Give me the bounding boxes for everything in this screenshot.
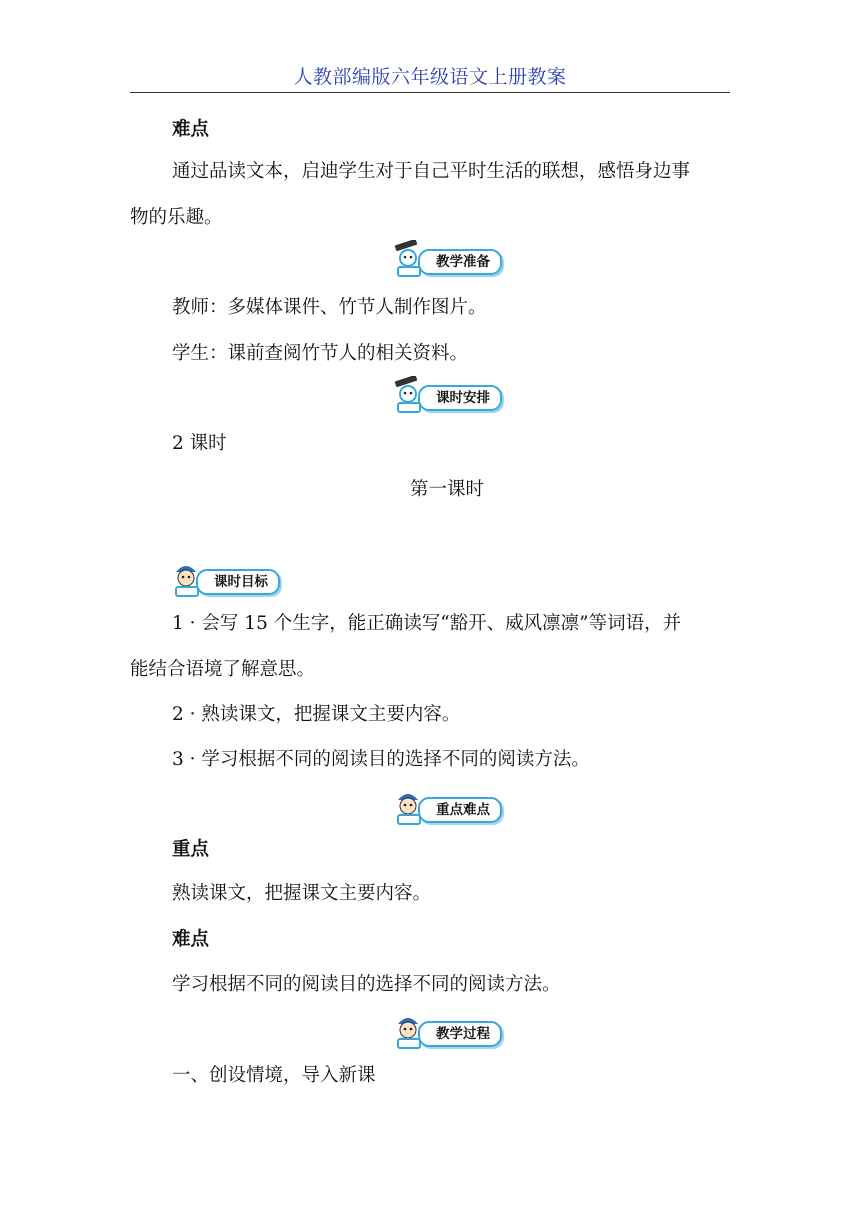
badge-label: 课时目标 (196, 569, 280, 595)
goal-1-line1: 1 · 会写 15 个生字，能正确读写“豁开、威风凛凛”等词语，并 (172, 613, 682, 634)
key-text: 熟读课文，把握课文主要内容。 (172, 883, 432, 904)
difficulty-text-line2: 物的乐趣。 (130, 207, 223, 228)
page-header-title: 人教部编版六年级语文上册教案 (293, 66, 567, 88)
header-divider (130, 92, 730, 93)
badge-label: 教学过程 (418, 1021, 502, 1047)
goal-3: 3 · 学习根据不同的阅读目的选择不同的阅读方法。 (172, 749, 590, 770)
difficulty-heading-2: 难点 (172, 929, 210, 950)
section-badge-goals (170, 560, 300, 596)
badge-label: 重点难点 (418, 797, 502, 823)
goal-1-line2: 能结合语境了解意思。 (130, 659, 316, 680)
difficulty-text-2: 学习根据不同的阅读目的选择不同的阅读方法。 (172, 974, 561, 995)
student-preparation: 学生：课前查阅竹节人的相关资料。 (172, 343, 469, 364)
lesson-title: 第一课时 (410, 479, 485, 500)
section-badge-schedule (392, 376, 522, 412)
difficulty-heading: 难点 (172, 119, 210, 140)
teacher-preparation: 教师：多媒体课件、竹节人制作图片。 (172, 297, 487, 318)
difficulty-text-line1: 通过品读文本，启迪学生对于自己平时生活的联想，感悟身边事 (172, 161, 691, 182)
section-badge-key-points (392, 788, 522, 824)
key-heading: 重点 (172, 839, 210, 860)
schedule-text: 2 课时 (172, 433, 227, 454)
badge-label: 课时安排 (418, 385, 502, 411)
badge-label: 教学准备 (418, 249, 502, 275)
section-badge-preparation (392, 240, 522, 276)
goal-2: 2 · 熟读课文，把握课文主要内容。 (172, 704, 461, 725)
section-badge-process (392, 1012, 522, 1048)
process-step-1: 一、创设情境，导入新课 (172, 1065, 376, 1086)
